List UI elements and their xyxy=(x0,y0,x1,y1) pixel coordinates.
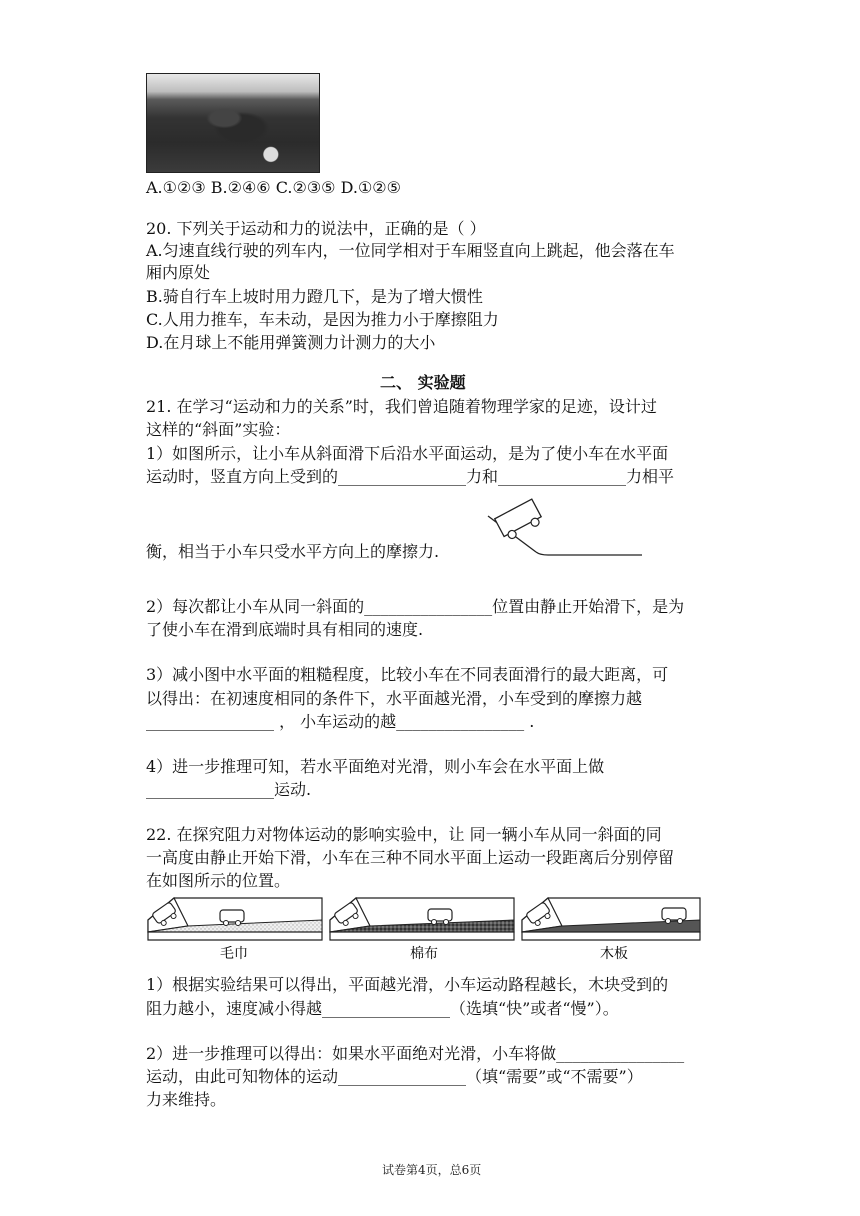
q21-part3-line3: ________________ ， 小车运动的越________________ . xyxy=(146,712,535,731)
label-towel: 毛巾 xyxy=(220,946,248,962)
q21-part4-line1: 4）进一步推理可知，若水平面绝对光滑，则小车会在水平面上做 xyxy=(146,757,605,776)
q22-part2-line3: 力来维持。 xyxy=(146,1090,227,1109)
surface-panel-wood xyxy=(522,898,700,940)
q22-stem-line2: 一高度由静止开始下滑，小车在三种不同水平面上运动一段距离后分别停留 xyxy=(146,848,675,867)
q20-option-c: C.人用力推车，车未动，是因为推力小于摩擦阻力 xyxy=(146,310,499,329)
surface-panel-cotton xyxy=(330,898,514,940)
q20-option-a-line1: A.匀速直线行驶的列车内，一位同学相对于车厢竖直向上跳起，他会落在车 xyxy=(146,241,675,260)
page-footer: 试卷第4页，总6页 xyxy=(382,1163,482,1177)
q22-stem-line3: 在如图所示的位置。 xyxy=(146,871,291,890)
q22-stem-line1: 22. 在探究阻力对物体运动的影响实验中，让 同一辆小车从同一斜面的同 xyxy=(146,825,662,844)
q21-part1-line2: 运动时，竖直方向上受到的________________力和________________力相平 xyxy=(146,467,675,486)
car-stopped-wood xyxy=(662,908,686,920)
q21-part4-line2: ________________运动. xyxy=(146,780,312,799)
label-wood: 木板 xyxy=(600,946,628,962)
q20-option-d: D.在月球上不能用弹簧测力计测力的大小 xyxy=(146,333,436,352)
incline-curve xyxy=(536,552,548,555)
q21-part1-line1: 1）如图所示，让小车从斜面滑下后沿水平面运动，是为了使小车在水平面 xyxy=(146,444,669,463)
q21-part3-line1: 3）减小图中水平面的粗糙程度，比较小车在不同表面滑行的最大距离，可 xyxy=(146,665,669,684)
incline-car-figure xyxy=(484,494,648,558)
q20-stem: 20. 下列关于运动和力的说法中，正确的是（ ） xyxy=(146,219,486,238)
q21-part3-line2: 以得出：在初速度相同的条件下，水平面越光滑，小车受到的摩擦力越 xyxy=(146,689,643,708)
q20-option-b: B.骑自行车上坡时用力蹬几下，是为了增大惯性 xyxy=(146,287,483,306)
car-on-incline xyxy=(495,499,544,542)
surface-panel-towel xyxy=(148,898,322,940)
q21-part2-line1: 2）每次都让小车从同一斜面的________________位置由静止开始滑下，是为 xyxy=(146,597,685,616)
label-cotton: 棉布 xyxy=(410,946,438,962)
surfaces-figure xyxy=(144,892,704,964)
q22-part1-line2: 阻力越小，速度减小得越________________（选填“快”或者“慢”）。 xyxy=(146,999,619,1018)
section-title: 二、 实验题 xyxy=(380,373,466,392)
q21-stem-line1: 21. 在学习“运动和力的关系”时，我们曾追随着物理学家的足迹，设计过 xyxy=(146,397,657,416)
car-stopped-cotton xyxy=(428,909,452,921)
q19-options: A.①②③ B.②④⑥ C.②③⑤ D.①②⑤ xyxy=(146,178,401,197)
q22-part1-line1: 1）根据实验结果可以得出，平面越光滑，小车运动路程越长，木块受到的 xyxy=(146,975,669,994)
q22-part2-line1: 2）进一步推理可以得出：如果水平面绝对光滑，小车将做________________ xyxy=(146,1044,685,1063)
q21-part2-line2: 了使小车在滑到底端时具有相同的速度. xyxy=(146,620,424,639)
q21-part1-line3: 衡，相当于小车只受水平方向上的摩擦力. xyxy=(146,542,440,561)
car-stopped-towel xyxy=(220,910,244,922)
q20-option-a-line2: 厢内原处 xyxy=(146,263,211,282)
football-photo xyxy=(146,73,320,173)
q21-stem-line2: 这样的“斜面”实验： xyxy=(146,420,291,439)
q22-part2-line2: 运动，由此可知物体的运动________________（填“需要”或“不需要”） xyxy=(146,1067,643,1086)
